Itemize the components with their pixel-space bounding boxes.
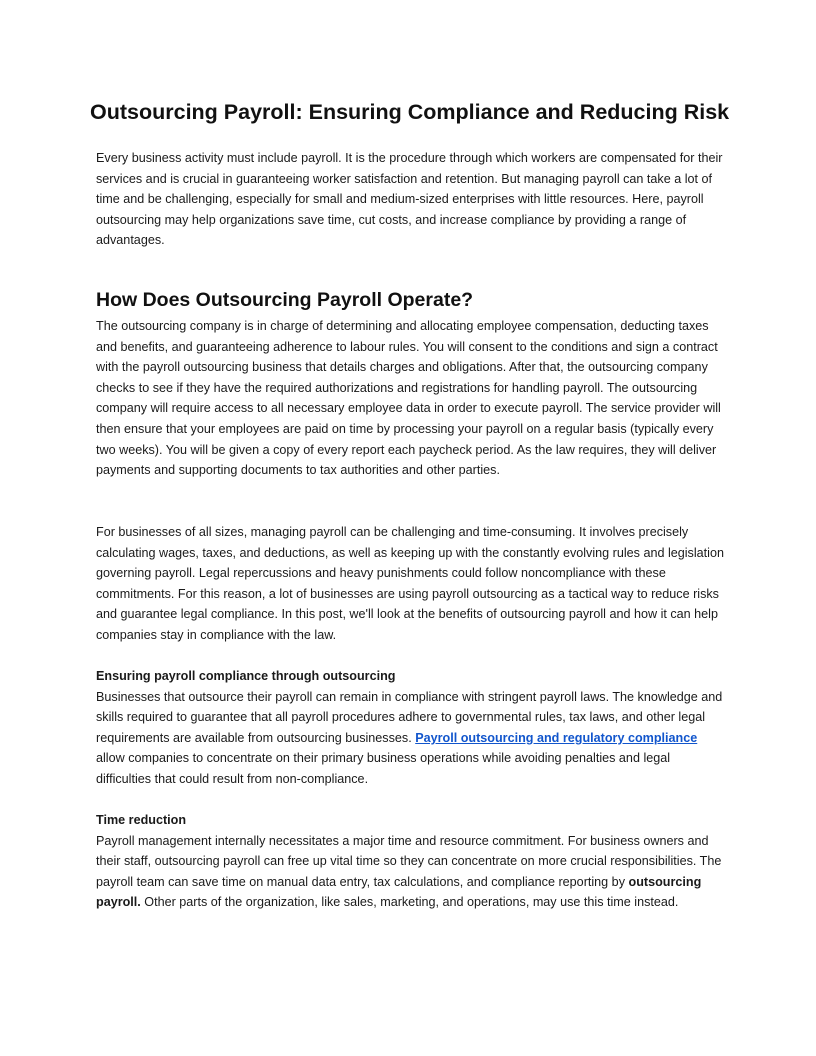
time-reduction-subheading: Time reduction <box>96 813 187 827</box>
time-reduction-text-end: Other parts of the organization, like sales, marketing, and operations, may use this time instead. <box>140 895 679 910</box>
time-reduction-section <box>96 810 726 913</box>
business-sizes-paragraph: For businesses of all sizes, managing payroll can be challenging and time-consuming. It involves precisely calculating wages, taxes, and deductions, as well as keeping up with the constantly evolving rules and legislation governing payroll. Legal repercussions and heavy punishments could follow noncompliance with these commitments. For this reason, a lot of businesses are using payroll outsourcing as a tactical way to reduce risks and guarantee legal compliance. In this post, we'll look at the benefits of outsourcing payroll and how it can help companies stay in compliance with the law. <box>96 525 724 642</box>
intro-paragraph: Every business activity must include payroll. It is the procedure through which workers are compensated for their services and is crucial in guaranteeing worker satisfaction and retention. But managing payroll can take a lot of time and be challenging, especially for small and medium-sized enterprises with little resources. Here, payroll outsourcing may help organizations save time, cut costs, and increase compliance by providing a range of advantages. <box>96 151 723 248</box>
compliance-section <box>96 666 726 790</box>
page-title: Outsourcing Payroll: Ensuring Compliance and Reducing Risk <box>90 100 730 124</box>
outsourcing-payroll-emphasis: outsourcing payroll. <box>96 874 702 910</box>
compliance-text-end: allow companies to concentrate on their primary business operations while avoiding penalties and legal difficulties that could result from non-compliance. <box>96 751 671 786</box>
compliance-subheading: Ensuring payroll compliance through outsourcing <box>96 669 396 683</box>
operate-paragraph: The outsourcing company is in charge of determining and allocating employee compensation, deducting taxes and benefits, and guaranteeing adherence to labour rules. You will consent to the conditions and sign a contract with the payroll outsourcing business that details charges and obligations. After that, the outsourcing company checks to see if they have the required authorizations and registrations for handling payroll. The outsourcing company will require access to all necessary employee data in order to execute payroll. The service provider will then ensure that your employees are paid on time by processing your payroll on a regular basis (typically every two weeks). You will be given a copy of every report each paycheck period. As the law requires, they will deliver payments and supporting documents to tax authorities and other parties. <box>96 319 721 478</box>
section-heading-operate: How Does Outsourcing Payroll Operate? <box>96 289 474 311</box>
compliance-text-start: Businesses that outsource their payroll can remain in compliance with stringent payroll laws. The knowledge and skills required to guarantee that all payroll procedures adhere to governmental rules, tax laws, and other legal requirements are available from outsourcing businesses. <box>96 689 723 745</box>
regulatory-compliance-link[interactable]: Payroll outsourcing and regulatory compliance <box>415 730 698 745</box>
time-reduction-text-start: Payroll management internally necessitates a major time and resource commitment. For business owners and their staff, outsourcing payroll can free up vital time so they can concentrate on more crucial responsibilities. The payroll team can save time on manual data entry, tax calculations, and compliance reporting by <box>96 833 722 889</box>
